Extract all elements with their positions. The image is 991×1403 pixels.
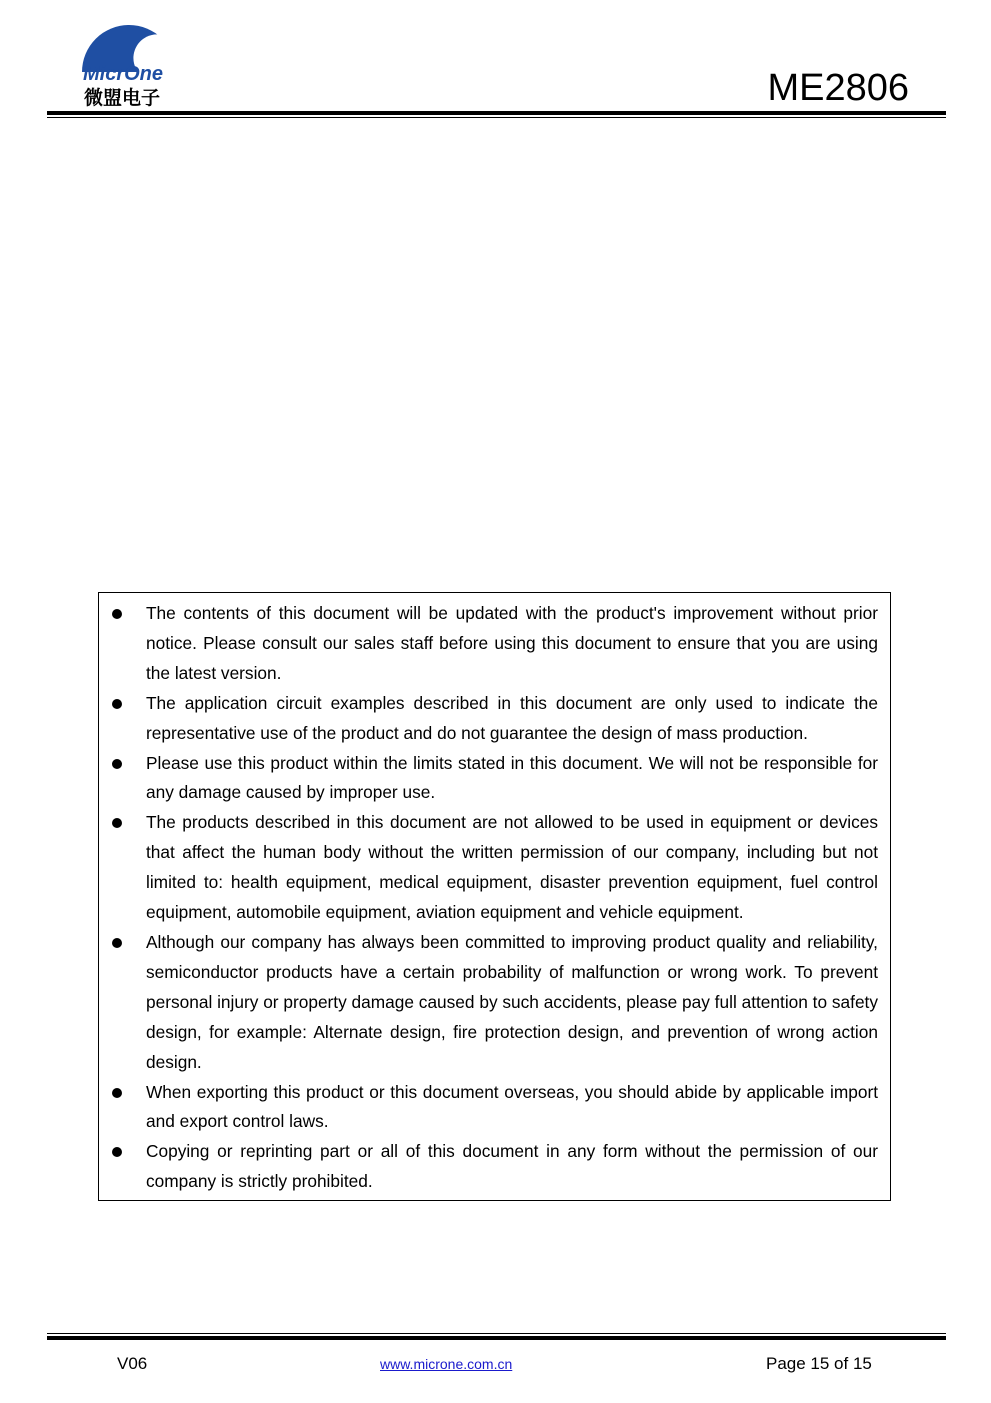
notice-text: The products described in this document are not allowed to be used in equipment or devices that affect the human body without the written permission of our company, including but not limited to: health equipment, medical equipment, disaster prevention equipment, fuel control equipment, automobile equipment, aviation equipment and vehicle equipment. <box>146 812 878 923</box>
notice-item <box>99 1137 878 1197</box>
company-logo <box>80 14 180 110</box>
bullet-icon <box>112 938 122 948</box>
website-link[interactable]: www.microne.com.cn <box>380 1356 513 1372</box>
page-number: Page 15 of 15 <box>766 1354 872 1373</box>
header-rule-thick <box>47 111 946 115</box>
bullet-icon <box>112 1088 122 1098</box>
notice-item <box>99 599 878 689</box>
footer-rule-thin <box>47 1333 946 1334</box>
notice-text: The contents of this document will be updated with the product's improvement without prior notice. Please consult our sales staff before using this document to ensure that you are using the latest version. <box>146 603 878 683</box>
bullet-icon <box>112 1147 122 1157</box>
notice-box <box>98 592 891 1201</box>
logo-chinese: 微盟电子 <box>84 87 161 109</box>
product-code: ME2806 <box>767 67 909 109</box>
bullet-icon <box>112 818 122 828</box>
bullet-icon <box>112 609 122 619</box>
notice-text: When exporting this product or this document overseas, you should abide by applicable import and export control laws. <box>146 1081 878 1132</box>
logo-wordmark: MicrOne <box>83 63 164 85</box>
bullet-icon <box>112 759 122 769</box>
notice-item <box>99 1078 878 1138</box>
document-version: V06 <box>117 1354 148 1373</box>
notice-item <box>99 808 878 928</box>
footer-rule-thick <box>47 1336 946 1340</box>
notice-text: Please use this product within the limits stated in this document. We will not be responsible for any damage caused by improper use. <box>146 752 878 803</box>
notice-text: The application circuit examples described in this document are only used to indicate the representative use of the product and do not guarantee the design of mass production. <box>146 692 878 743</box>
notice-item <box>99 749 878 809</box>
header-rule-thin <box>47 117 946 118</box>
notice-list <box>99 593 890 1197</box>
notice-text: Copying or reprinting part or all of this document in any form without the permission of our company is strictly prohibited. <box>146 1141 878 1192</box>
bullet-icon <box>112 699 122 709</box>
notice-item <box>99 689 878 749</box>
notice-text: Although our company has always been committed to improving product quality and reliability, semiconductor products have a certain probability of malfunction or wrong work. To prevent personal injury or property damage caused by such accidents, please pay full attention to safety design, for example: Alternate design, fire protection design, and prevention of wrong action design. <box>146 931 878 1072</box>
notice-item <box>99 928 878 1078</box>
